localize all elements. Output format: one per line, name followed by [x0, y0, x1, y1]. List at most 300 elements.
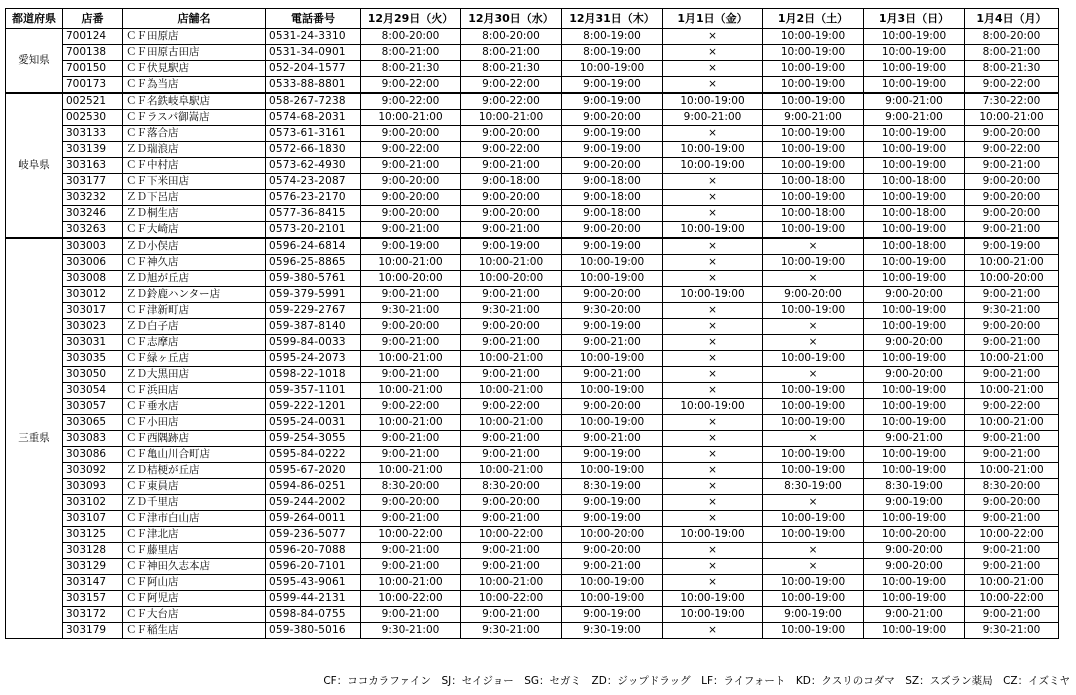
- hours-cell: 9:00-21:00: [361, 287, 461, 303]
- hours-cell: 9:00-21:00: [965, 335, 1059, 351]
- hours-cell: 9:00-22:00: [461, 93, 562, 110]
- hours-cell: 10:00-19:00: [763, 383, 864, 399]
- store-name-cell: ＣＦ伏見駅店: [123, 61, 266, 77]
- hours-cell: 9:00-20:00: [461, 206, 562, 222]
- phone-cell: 059-379-5991: [266, 287, 361, 303]
- store-code-cell: 303054: [63, 383, 123, 399]
- table-row: [6, 303, 1059, 319]
- hours-cell: 9:30-21:00: [361, 623, 461, 639]
- hours-cell: ×: [663, 29, 763, 45]
- hours-cell: 10:00-19:00: [562, 271, 663, 287]
- store-name-cell: ＣＦ小田店: [123, 415, 266, 431]
- hours-cell: 9:00-20:00: [864, 367, 965, 383]
- hours-cell: 10:00-21:00: [965, 463, 1059, 479]
- phone-cell: 0599-84-0033: [266, 335, 361, 351]
- hours-cell: ×: [663, 511, 763, 527]
- hours-cell: 10:00-19:00: [864, 126, 965, 142]
- store-code-cell: 303246: [63, 206, 123, 222]
- hours-cell: 9:00-18:00: [562, 190, 663, 206]
- table-row: [6, 255, 1059, 271]
- hours-cell: 9:00-21:00: [361, 222, 461, 239]
- header-date-dec29: 12月29日（火）: [361, 9, 461, 29]
- hours-cell: ×: [663, 463, 763, 479]
- phone-cell: 0595-24-0031: [266, 415, 361, 431]
- store-name-cell: ＣＦ中村店: [123, 158, 266, 174]
- store-name-cell: ＺＤ千里店: [123, 495, 266, 511]
- table-row: [6, 174, 1059, 190]
- hours-cell: 10:00-19:00: [864, 383, 965, 399]
- store-code-cell: 303139: [63, 142, 123, 158]
- store-name-cell: ＣＦ神久店: [123, 255, 266, 271]
- table-row: [6, 527, 1059, 543]
- table-row: [6, 222, 1059, 239]
- phone-cell: 0596-25-8865: [266, 255, 361, 271]
- hours-cell: 10:00-20:00: [361, 271, 461, 287]
- store-name-cell: ＺＤ鈴鹿ハンター店: [123, 287, 266, 303]
- hours-cell: 9:00-21:00: [965, 559, 1059, 575]
- phone-cell: 0573-62-4930: [266, 158, 361, 174]
- store-code-cell: 303232: [63, 190, 123, 206]
- hours-cell: 10:00-19:00: [763, 447, 864, 463]
- store-code-cell: 303092: [63, 463, 123, 479]
- hours-cell: 9:00-19:00: [562, 511, 663, 527]
- hours-cell: 10:00-21:00: [361, 463, 461, 479]
- hours-cell: 10:00-18:00: [763, 206, 864, 222]
- hours-cell: 10:00-21:00: [461, 255, 562, 271]
- phone-cell: 0595-67-2020: [266, 463, 361, 479]
- phone-cell: 0596-20-7088: [266, 543, 361, 559]
- store-code-cell: 002521: [63, 93, 123, 110]
- table-row: [6, 495, 1059, 511]
- hours-cell: 10:00-21:00: [965, 351, 1059, 367]
- phone-cell: 0573-61-3161: [266, 126, 361, 142]
- hours-cell: 9:00-20:00: [461, 190, 562, 206]
- hours-cell: 10:00-19:00: [763, 415, 864, 431]
- hours-cell: 10:00-22:00: [965, 527, 1059, 543]
- table-row: [6, 431, 1059, 447]
- table-row: [6, 319, 1059, 335]
- hours-cell: 9:00-21:00: [461, 287, 562, 303]
- hours-cell: 10:00-21:00: [361, 415, 461, 431]
- hours-cell: 8:00-21:30: [461, 61, 562, 77]
- hours-cell: 9:00-21:00: [864, 110, 965, 126]
- header-date-jan4: 1月4日（月）: [965, 9, 1059, 29]
- hours-cell: 9:30-21:00: [461, 623, 562, 639]
- hours-cell: 9:00-21:00: [461, 447, 562, 463]
- hours-cell: 9:00-20:00: [562, 543, 663, 559]
- hours-cell: 9:00-19:00: [763, 607, 864, 623]
- hours-cell: 9:00-18:00: [562, 206, 663, 222]
- hours-cell: 9:00-19:00: [562, 319, 663, 335]
- hours-cell: 9:00-20:00: [965, 495, 1059, 511]
- hours-cell: 10:00-19:00: [864, 77, 965, 94]
- store-name-cell: ＺＤ桐生店: [123, 206, 266, 222]
- store-name-cell: ＺＤ桔梗が丘店: [123, 463, 266, 479]
- hours-cell: 9:00-19:00: [562, 238, 663, 255]
- store-name-cell: ＣＦ亀山川合町店: [123, 447, 266, 463]
- hours-cell: 9:00-19:00: [562, 495, 663, 511]
- hours-cell: 10:00-19:00: [663, 93, 763, 110]
- table-row: [6, 415, 1059, 431]
- hours-cell: 10:00-19:00: [763, 77, 864, 94]
- table-row: [6, 287, 1059, 303]
- hours-cell: 10:00-19:00: [562, 383, 663, 399]
- table-row: [6, 447, 1059, 463]
- hours-cell: 9:00-20:00: [562, 222, 663, 239]
- hours-cell: 9:00-20:00: [461, 495, 562, 511]
- hours-cell: 9:00-21:00: [864, 607, 965, 623]
- hours-cell: 10:00-19:00: [763, 255, 864, 271]
- hours-cell: 9:30-21:00: [361, 303, 461, 319]
- hours-cell: 10:00-19:00: [763, 29, 864, 45]
- hours-cell: 9:00-21:00: [763, 110, 864, 126]
- hours-cell: ×: [763, 335, 864, 351]
- hours-cell: 10:00-19:00: [864, 399, 965, 415]
- hours-cell: 9:30-21:00: [965, 303, 1059, 319]
- hours-cell: 9:00-21:00: [461, 511, 562, 527]
- hours-cell: ×: [663, 255, 763, 271]
- hours-cell: 9:00-21:00: [461, 367, 562, 383]
- store-code-cell: 303177: [63, 174, 123, 190]
- table-row: [6, 190, 1059, 206]
- hours-cell: 10:00-21:00: [965, 110, 1059, 126]
- hours-cell: 9:00-22:00: [361, 77, 461, 94]
- hours-cell: 9:00-20:00: [965, 190, 1059, 206]
- table-row: [6, 45, 1059, 61]
- hours-cell: 10:00-20:00: [965, 271, 1059, 287]
- hours-cell: 9:00-21:00: [361, 447, 461, 463]
- table-row: [6, 479, 1059, 495]
- hours-cell: 9:00-21:00: [361, 559, 461, 575]
- table-row: [6, 271, 1059, 287]
- hours-cell: 10:00-21:00: [461, 351, 562, 367]
- hours-cell: 10:00-21:00: [461, 383, 562, 399]
- hours-cell: ×: [663, 479, 763, 495]
- table-row: [6, 206, 1059, 222]
- table-row: [6, 463, 1059, 479]
- hours-cell: 10:00-20:00: [562, 527, 663, 543]
- hours-cell: 9:00-22:00: [361, 399, 461, 415]
- hours-cell: 9:00-20:00: [361, 206, 461, 222]
- phone-cell: 059-264-0011: [266, 511, 361, 527]
- hours-cell: 8:00-20:00: [361, 29, 461, 45]
- hours-cell: 8:30-19:00: [864, 479, 965, 495]
- store-code-cell: 303128: [63, 543, 123, 559]
- table-row: [6, 77, 1059, 94]
- hours-cell: 10:00-19:00: [763, 126, 864, 142]
- hours-cell: 10:00-19:00: [663, 287, 763, 303]
- hours-cell: ×: [663, 575, 763, 591]
- table-row: [6, 591, 1059, 607]
- store-name-cell: ＣＦ緑ヶ丘店: [123, 351, 266, 367]
- hours-cell: ×: [663, 431, 763, 447]
- phone-cell: 059-244-2002: [266, 495, 361, 511]
- hours-cell: 9:00-21:00: [965, 607, 1059, 623]
- hours-cell: 9:00-20:00: [965, 126, 1059, 142]
- hours-cell: 10:00-19:00: [763, 575, 864, 591]
- store-code-cell: 303057: [63, 399, 123, 415]
- hours-cell: 9:00-21:00: [864, 93, 965, 110]
- hours-cell: 10:00-19:00: [763, 93, 864, 110]
- hours-cell: ×: [663, 623, 763, 639]
- store-code-cell: 303133: [63, 126, 123, 142]
- phone-cell: 0574-68-2031: [266, 110, 361, 126]
- hours-cell: 10:00-19:00: [864, 303, 965, 319]
- store-code-cell: 303050: [63, 367, 123, 383]
- hours-cell: 10:00-19:00: [763, 591, 864, 607]
- table-row: [6, 559, 1059, 575]
- hours-cell: 8:30-19:00: [763, 479, 864, 495]
- hours-cell: 9:00-21:00: [461, 158, 562, 174]
- header-date-jan2: 1月2日（土）: [763, 9, 864, 29]
- hours-cell: 10:00-19:00: [562, 575, 663, 591]
- hours-cell: 10:00-19:00: [864, 255, 965, 271]
- store-name-cell: ＣＦラスパ御嵩店: [123, 110, 266, 126]
- hours-cell: 10:00-21:00: [361, 383, 461, 399]
- store-code-cell: 303129: [63, 559, 123, 575]
- abbreviation-legend: CF：ココカラファイン SJ：セイジョー SG：セガミ ZD：ジップドラッグ LF：ライフォート KD：クスリのコダマ SZ：スズラン薬局 CZ：イズミヤ: [323, 675, 1070, 687]
- hours-cell: 9:00-21:00: [965, 158, 1059, 174]
- header-date-jan1: 1月1日（金）: [663, 9, 763, 29]
- header-row: [6, 9, 1059, 29]
- hours-cell: ×: [663, 447, 763, 463]
- hours-cell: 10:00-19:00: [763, 142, 864, 158]
- store-code-cell: 303006: [63, 255, 123, 271]
- hours-cell: 8:00-21:30: [965, 61, 1059, 77]
- hours-cell: 10:00-19:00: [864, 158, 965, 174]
- hours-cell: 10:00-19:00: [663, 591, 763, 607]
- hours-cell: ×: [763, 559, 864, 575]
- store-name-cell: ＣＦ名鉄岐阜駅店: [123, 93, 266, 110]
- hours-cell: ×: [663, 238, 763, 255]
- hours-cell: 9:00-20:00: [562, 158, 663, 174]
- hours-cell: 10:00-19:00: [663, 607, 763, 623]
- phone-cell: 0533-88-8801: [266, 77, 361, 94]
- hours-cell: ×: [663, 174, 763, 190]
- hours-cell: 9:00-21:00: [965, 447, 1059, 463]
- hours-cell: 10:00-18:00: [864, 206, 965, 222]
- store-code-cell: 303012: [63, 287, 123, 303]
- hours-cell: 9:00-22:00: [965, 77, 1059, 94]
- hours-cell: 10:00-19:00: [864, 415, 965, 431]
- hours-cell: 10:00-21:00: [965, 383, 1059, 399]
- store-code-cell: 303003: [63, 238, 123, 255]
- hours-cell: 9:00-19:00: [562, 77, 663, 94]
- hours-cell: ×: [763, 543, 864, 559]
- table-row: [6, 110, 1059, 126]
- phone-cell: 059-357-1101: [266, 383, 361, 399]
- hours-cell: 10:00-19:00: [562, 61, 663, 77]
- hours-cell: 8:00-21:00: [361, 45, 461, 61]
- hours-cell: 10:00-19:00: [763, 190, 864, 206]
- hours-cell: 9:00-20:00: [361, 174, 461, 190]
- hours-cell: 9:00-20:00: [763, 287, 864, 303]
- store-name-cell: ＣＦ阿児店: [123, 591, 266, 607]
- store-code-cell: 303163: [63, 158, 123, 174]
- store-name-cell: ＣＦ稲生店: [123, 623, 266, 639]
- hours-cell: 9:00-21:00: [965, 367, 1059, 383]
- hours-cell: 10:00-19:00: [864, 591, 965, 607]
- hours-cell: 10:00-21:00: [965, 255, 1059, 271]
- store-name-cell: ＣＦ田原店: [123, 29, 266, 45]
- store-code-cell: 303107: [63, 511, 123, 527]
- hours-cell: 8:00-19:00: [562, 45, 663, 61]
- store-name-cell: ＺＤ下呂店: [123, 190, 266, 206]
- hours-cell: 10:00-19:00: [763, 158, 864, 174]
- hours-cell: 9:00-22:00: [461, 399, 562, 415]
- hours-cell: 10:00-21:00: [461, 463, 562, 479]
- table-row: [6, 383, 1059, 399]
- store-code-cell: 700173: [63, 77, 123, 94]
- hours-cell: 10:00-18:00: [763, 174, 864, 190]
- hours-cell: 9:00-21:00: [461, 335, 562, 351]
- hours-cell: 9:00-19:00: [461, 238, 562, 255]
- hours-cell: 9:00-20:00: [864, 543, 965, 559]
- store-hours-table: [5, 8, 1059, 639]
- store-code-cell: 700150: [63, 61, 123, 77]
- hours-cell: ×: [663, 206, 763, 222]
- hours-cell: 8:00-19:00: [562, 29, 663, 45]
- phone-cell: 059-236-5077: [266, 527, 361, 543]
- hours-cell: 9:00-20:00: [361, 495, 461, 511]
- hours-cell: 9:00-22:00: [361, 142, 461, 158]
- store-code-cell: 303172: [63, 607, 123, 623]
- phone-cell: 0598-84-0755: [266, 607, 361, 623]
- hours-cell: 9:00-20:00: [562, 110, 663, 126]
- hours-cell: 10:00-19:00: [663, 399, 763, 415]
- store-code-cell: 303125: [63, 527, 123, 543]
- hours-cell: 9:00-20:00: [864, 335, 965, 351]
- phone-cell: 052-204-1577: [266, 61, 361, 77]
- hours-cell: 10:00-19:00: [663, 527, 763, 543]
- store-name-cell: ＣＦ田原古田店: [123, 45, 266, 61]
- hours-cell: 8:30-20:00: [461, 479, 562, 495]
- hours-cell: 10:00-18:00: [864, 238, 965, 255]
- hours-cell: 10:00-19:00: [864, 190, 965, 206]
- hours-cell: 9:00-21:00: [461, 607, 562, 623]
- hours-cell: 10:00-22:00: [361, 591, 461, 607]
- hours-cell: 8:00-20:00: [965, 29, 1059, 45]
- table-row: [6, 575, 1059, 591]
- hours-cell: 10:00-19:00: [562, 591, 663, 607]
- hours-cell: 9:00-21:00: [361, 335, 461, 351]
- hours-cell: 10:00-21:00: [461, 110, 562, 126]
- hours-cell: 9:00-18:00: [562, 174, 663, 190]
- hours-cell: 9:00-21:00: [965, 543, 1059, 559]
- hours-cell: 9:00-21:00: [965, 431, 1059, 447]
- hours-cell: 9:00-21:00: [361, 607, 461, 623]
- hours-cell: 8:30-19:00: [562, 479, 663, 495]
- hours-cell: 10:00-22:00: [965, 591, 1059, 607]
- hours-cell: 9:00-22:00: [461, 142, 562, 158]
- hours-cell: 10:00-21:00: [361, 575, 461, 591]
- phone-cell: 0576-23-2170: [266, 190, 361, 206]
- header-date-jan3: 1月3日（日）: [864, 9, 965, 29]
- hours-cell: 9:00-21:00: [461, 559, 562, 575]
- phone-cell: 0595-84-0222: [266, 447, 361, 463]
- hours-cell: 10:00-19:00: [763, 399, 864, 415]
- hours-cell: ×: [663, 495, 763, 511]
- store-name-cell: ＣＦ下米田店: [123, 174, 266, 190]
- hours-cell: 9:00-22:00: [361, 93, 461, 110]
- hours-cell: 9:30-20:00: [562, 303, 663, 319]
- hours-cell: 9:00-20:00: [562, 399, 663, 415]
- hours-cell: 10:00-20:00: [864, 527, 965, 543]
- prefecture-cell: 三重県: [6, 238, 63, 639]
- store-code-cell: 700138: [63, 45, 123, 61]
- phone-cell: 0599-44-2131: [266, 591, 361, 607]
- phone-cell: 0531-34-0901: [266, 45, 361, 61]
- table-row: [6, 238, 1059, 255]
- hours-cell: 10:00-19:00: [864, 222, 965, 239]
- store-name-cell: ＺＤ白子店: [123, 319, 266, 335]
- phone-cell: 0594-86-0251: [266, 479, 361, 495]
- hours-cell: 9:00-21:00: [663, 110, 763, 126]
- store-name-cell: ＣＦ垂水店: [123, 399, 266, 415]
- phone-cell: 059-387-8140: [266, 319, 361, 335]
- hours-cell: 9:00-20:00: [864, 287, 965, 303]
- hours-cell: 9:00-21:00: [562, 335, 663, 351]
- hours-cell: 9:00-20:00: [461, 126, 562, 142]
- hours-cell: ×: [663, 415, 763, 431]
- hours-cell: 8:30-20:00: [361, 479, 461, 495]
- hours-cell: 10:00-19:00: [864, 623, 965, 639]
- table-row: [6, 511, 1059, 527]
- hours-cell: 9:00-22:00: [965, 142, 1059, 158]
- hours-cell: 9:00-22:00: [461, 77, 562, 94]
- phone-cell: 0531-24-3310: [266, 29, 361, 45]
- hours-cell: 9:00-21:00: [361, 543, 461, 559]
- hours-cell: 10:00-19:00: [864, 142, 965, 158]
- header-store-name: 店舗名: [123, 9, 266, 29]
- hours-cell: 10:00-19:00: [763, 463, 864, 479]
- hours-cell: 10:00-21:00: [361, 351, 461, 367]
- hours-cell: 8:00-20:00: [461, 29, 562, 45]
- hours-cell: 10:00-19:00: [763, 61, 864, 77]
- hours-cell: 9:00-21:00: [461, 222, 562, 239]
- hours-cell: 10:00-19:00: [864, 575, 965, 591]
- hours-cell: 9:00-20:00: [965, 319, 1059, 335]
- phone-cell: 059-254-3055: [266, 431, 361, 447]
- hours-cell: 9:30-21:00: [965, 623, 1059, 639]
- hours-cell: ×: [663, 319, 763, 335]
- hours-cell: 9:00-22:00: [965, 399, 1059, 415]
- header-phone: 電話番号: [266, 9, 361, 29]
- table-row: [6, 607, 1059, 623]
- hours-cell: 10:00-19:00: [864, 351, 965, 367]
- store-name-cell: ＣＦ神田久志本店: [123, 559, 266, 575]
- table-row: [6, 126, 1059, 142]
- hours-cell: 10:00-21:00: [965, 415, 1059, 431]
- store-code-cell: 303157: [63, 591, 123, 607]
- store-name-cell: ＺＤ大黒田店: [123, 367, 266, 383]
- hours-cell: ×: [663, 77, 763, 94]
- hours-cell: ×: [663, 126, 763, 142]
- hours-cell: 9:00-21:00: [965, 511, 1059, 527]
- hours-cell: 9:00-19:00: [562, 93, 663, 110]
- table-row: [6, 351, 1059, 367]
- hours-cell: 10:00-19:00: [864, 29, 965, 45]
- hours-cell: 9:00-20:00: [562, 287, 663, 303]
- hours-cell: 9:00-20:00: [361, 126, 461, 142]
- hours-cell: 9:00-19:00: [562, 126, 663, 142]
- hours-cell: ×: [663, 367, 763, 383]
- hours-cell: 10:00-19:00: [864, 511, 965, 527]
- hours-cell: ×: [663, 559, 763, 575]
- table-row: [6, 335, 1059, 351]
- table-row: [6, 61, 1059, 77]
- hours-cell: 9:00-21:00: [562, 559, 663, 575]
